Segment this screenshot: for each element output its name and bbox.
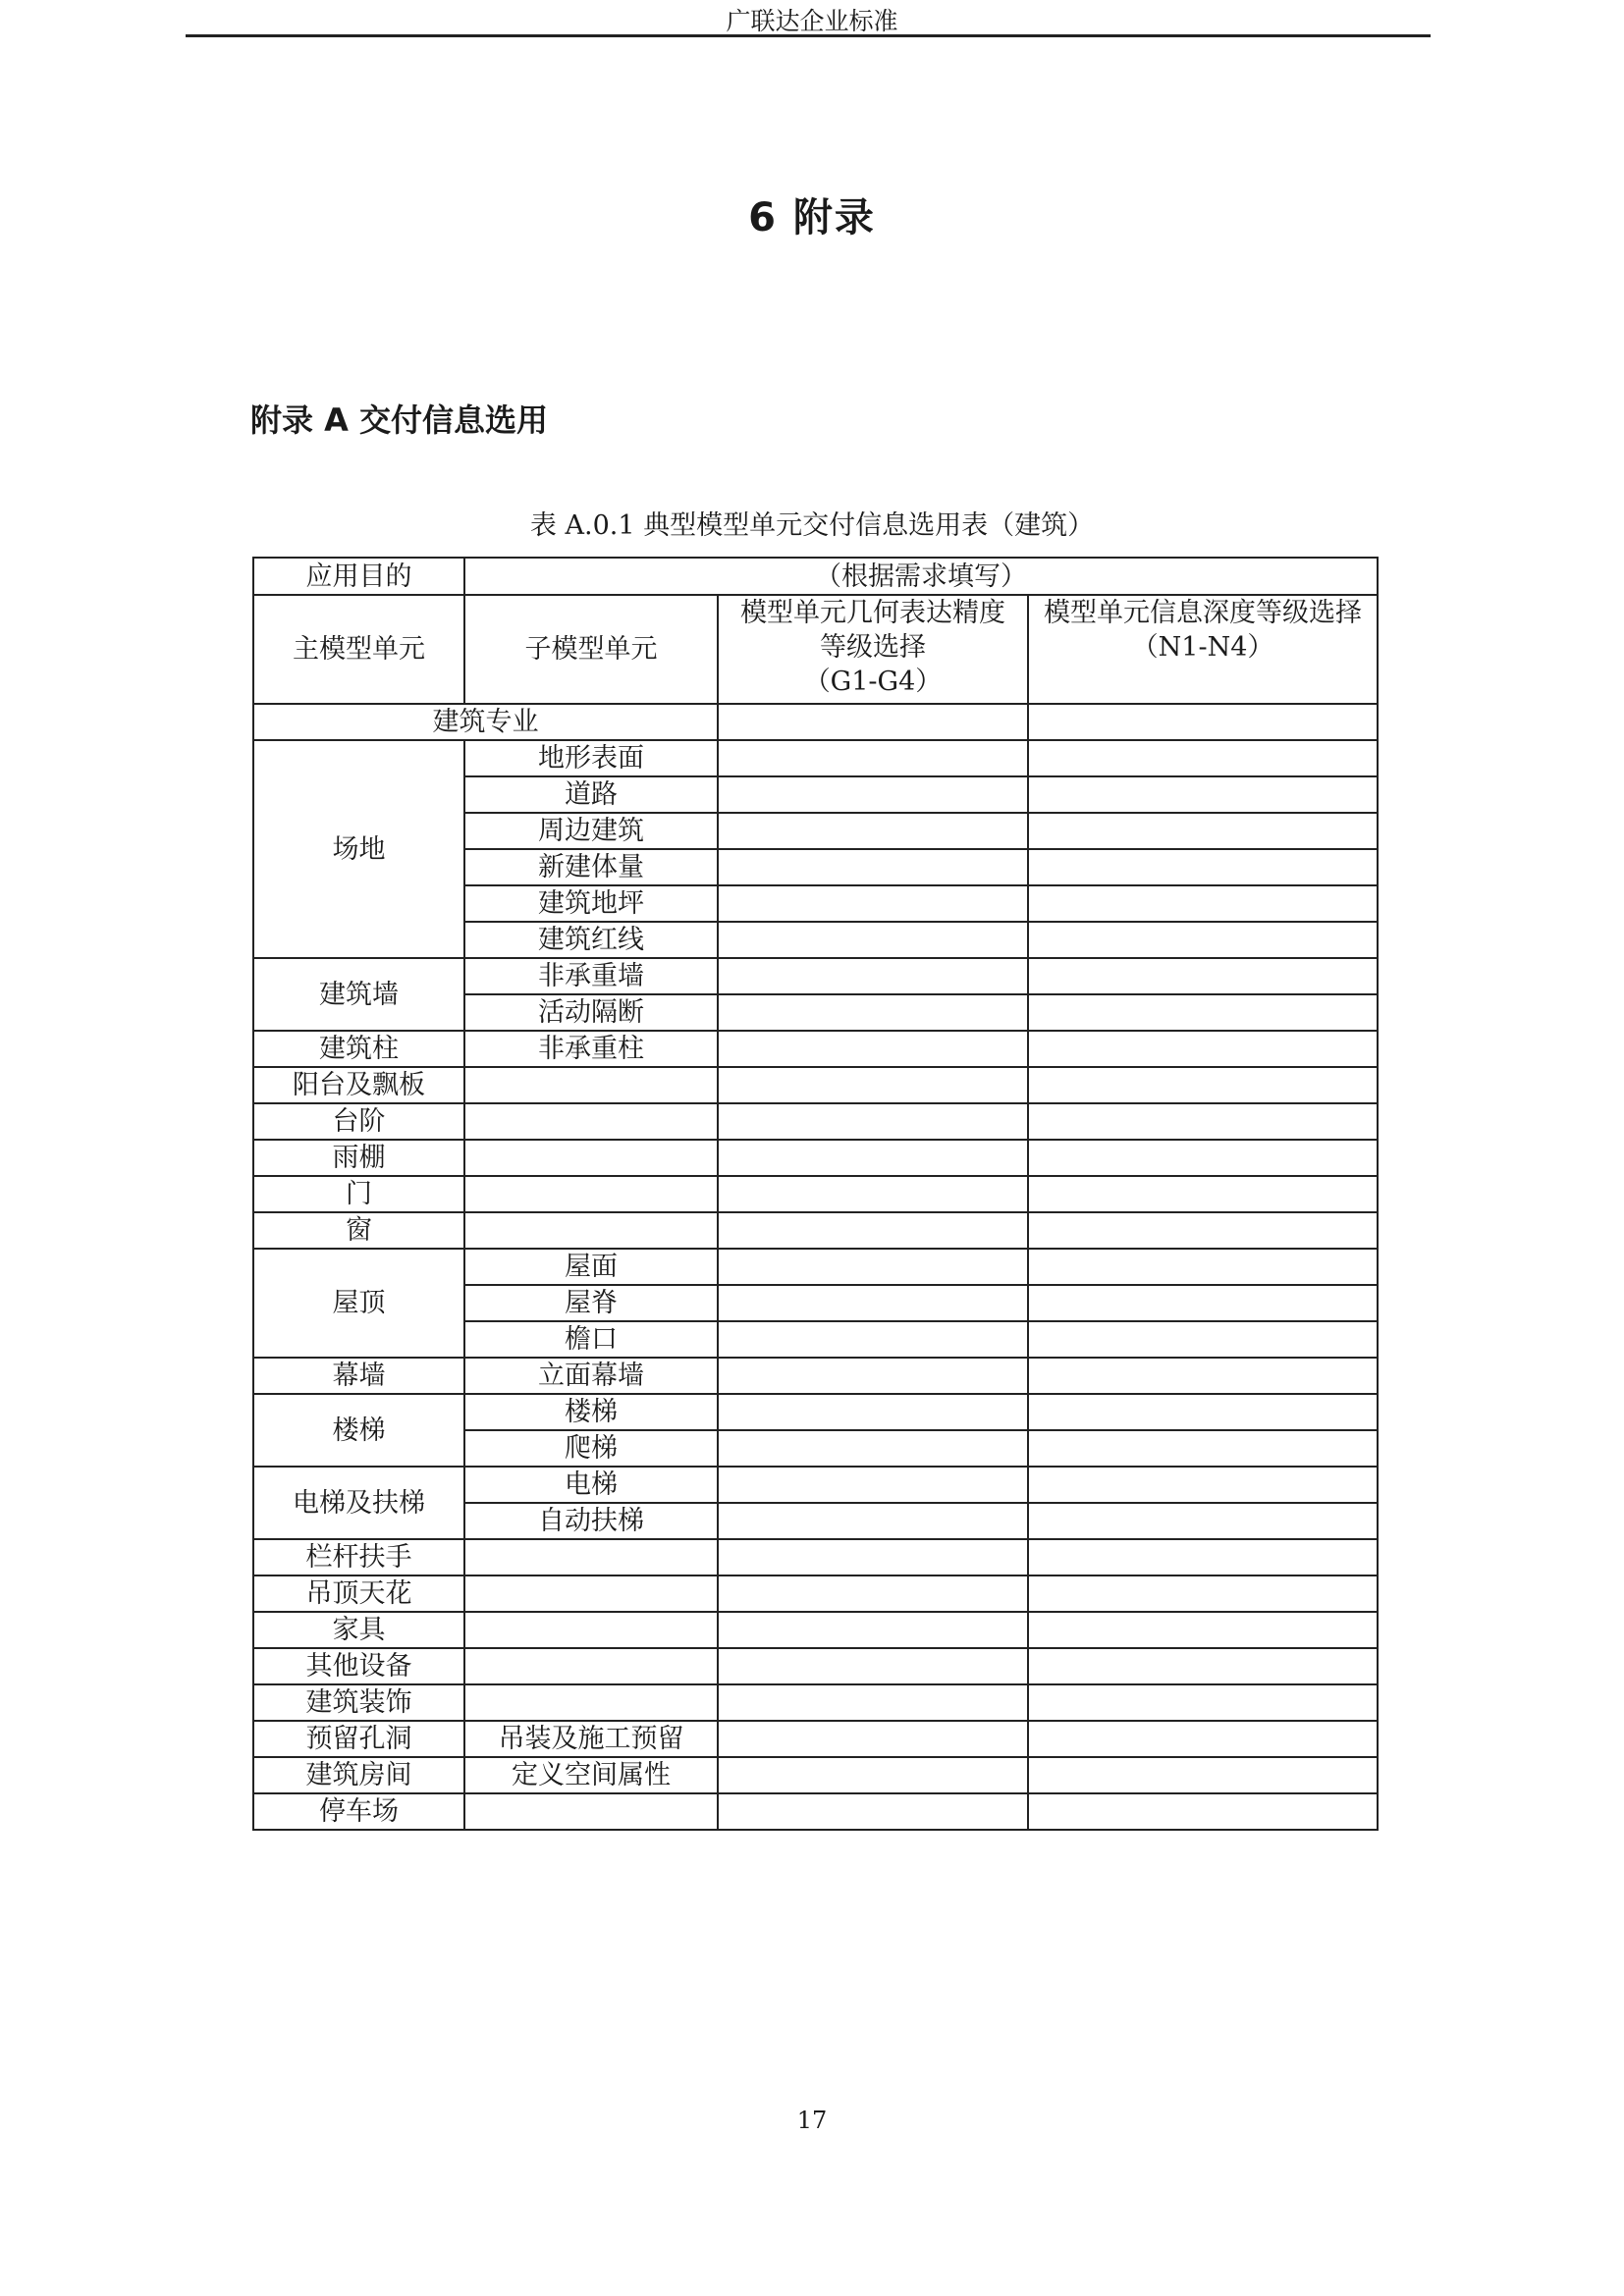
sub-unit-cell: 建筑红线 [464,922,718,958]
geometry-level-cell[interactable] [718,1793,1028,1830]
sub-unit-cell [464,1648,718,1684]
table-row [253,740,1378,776]
geometry-level-cell[interactable] [718,1394,1028,1430]
info-level-cell[interactable] [1028,1321,1378,1358]
info-level-cell[interactable] [1028,1031,1378,1067]
sub-unit-cell: 立面幕墙 [464,1358,718,1394]
info-level-cell[interactable] [1028,1285,1378,1321]
main-unit-cell: 门 [253,1176,464,1212]
sub-unit-cell [464,1684,718,1721]
info-level-cell[interactable] [1028,1612,1378,1648]
info-level-cell[interactable] [1028,922,1378,958]
table-row [253,1648,1378,1684]
geometry-level-cell[interactable] [718,1539,1028,1575]
geometry-level-cell[interactable] [718,1467,1028,1503]
geometry-level-cell[interactable] [718,1575,1028,1612]
table-row [253,1793,1378,1830]
purpose-value: （根据需求填写） [464,558,1378,595]
info-level-cell[interactable] [1028,1358,1378,1394]
info-level-cell[interactable] [1028,1467,1378,1503]
main-unit-cell: 台阶 [253,1103,464,1140]
geometry-level-cell[interactable] [718,776,1028,813]
purpose-label: 应用目的 [253,558,464,595]
table-row [253,1140,1378,1176]
main-unit-cell: 阳台及飘板 [253,1067,464,1103]
page-number: 17 [796,2107,828,2134]
geometry-level-cell[interactable] [718,849,1028,885]
header-sub-unit: 子模型单元 [464,595,718,704]
geometry-level-cell[interactable] [718,1176,1028,1212]
geometry-level-cell[interactable] [718,740,1028,776]
geometry-level-cell[interactable] [718,1612,1028,1648]
sub-unit-cell: 爬梯 [464,1430,718,1467]
delivery-info-table [252,557,1379,1831]
info-level-cell[interactable] [1028,994,1378,1031]
geometry-level-cell[interactable] [718,958,1028,994]
info-level-cell[interactable] [1028,885,1378,922]
sub-unit-cell: 建筑地坪 [464,885,718,922]
sub-unit-cell [464,1212,718,1249]
main-unit-cell: 预留孔洞 [253,1721,464,1757]
table-row [253,958,1378,994]
geometry-level-cell[interactable] [718,1503,1028,1539]
column-header-row [253,595,1378,704]
info-level-cell[interactable] [1028,776,1378,813]
geometry-level-cell[interactable] [718,1684,1028,1721]
sub-unit-cell: 地形表面 [464,740,718,776]
chapter-title: 6 附录 [748,195,876,240]
geometry-level-cell[interactable] [718,1648,1028,1684]
sub-unit-cell: 周边建筑 [464,813,718,849]
sub-unit-cell [464,1575,718,1612]
info-level-cell[interactable] [1028,1249,1378,1285]
purpose-row [253,558,1378,595]
sub-unit-cell [464,1103,718,1140]
geometry-level-cell[interactable] [718,1212,1028,1249]
geometry-level-cell[interactable] [718,1249,1028,1285]
info-level-cell[interactable] [1028,1394,1378,1430]
header-info-line2: （N1-N4） [1131,632,1274,663]
geometry-level-cell[interactable] [718,885,1028,922]
main-unit-cell: 建筑房间 [253,1757,464,1793]
main-unit-cell: 雨棚 [253,1140,464,1176]
info-level-cell[interactable] [1028,813,1378,849]
geometry-level-cell[interactable] [718,1031,1028,1067]
table-row [253,1575,1378,1612]
geometry-level-cell[interactable] [718,1757,1028,1793]
table-row [253,1394,1378,1430]
header-geometry-line2: 等级选择 [820,632,926,663]
main-unit-cell: 电梯及扶梯 [253,1467,464,1539]
sub-unit-cell: 道路 [464,776,718,813]
sub-unit-cell: 檐口 [464,1321,718,1358]
header-info-line1: 模型单元信息深度等级选择 [1044,598,1363,628]
table-row [253,1067,1378,1103]
running-header: 广联达企业标准 [726,7,898,35]
sub-unit-cell: 非承重柱 [464,1031,718,1067]
sub-unit-cell: 自动扶梯 [464,1503,718,1539]
main-unit-cell: 建筑装饰 [253,1684,464,1721]
sub-unit-cell: 活动隔断 [464,994,718,1031]
discipline-row [253,704,1378,740]
info-level-cell[interactable] [1028,1575,1378,1612]
geometry-level-cell[interactable] [718,1721,1028,1757]
info-level-cell[interactable] [1028,1684,1378,1721]
info-level-cell[interactable] [1028,704,1378,740]
table-row [253,1721,1378,1757]
header-geometry-level [718,595,1028,704]
geometry-level-cell[interactable] [718,1430,1028,1467]
info-level-cell[interactable] [1028,1103,1378,1140]
info-level-cell[interactable] [1028,958,1378,994]
geometry-level-cell[interactable] [718,1140,1028,1176]
sub-unit-cell: 定义空间属性 [464,1757,718,1793]
header-geometry-line3: （G1-G4） [803,667,943,697]
table-row [253,1031,1378,1067]
sub-unit-cell: 吊装及施工预留 [464,1721,718,1757]
main-unit-cell: 幕墙 [253,1358,464,1394]
table-row [253,1212,1378,1249]
sub-unit-cell: 电梯 [464,1467,718,1503]
sub-unit-cell [464,1140,718,1176]
main-unit-cell: 楼梯 [253,1394,464,1467]
header-rule [186,34,1431,37]
sub-unit-cell: 楼梯 [464,1394,718,1430]
sub-unit-cell: 屋面 [464,1249,718,1285]
geometry-level-cell[interactable] [718,704,1028,740]
sub-unit-cell: 非承重墙 [464,958,718,994]
main-unit-cell: 吊顶天花 [253,1575,464,1612]
discipline-label: 建筑专业 [253,704,718,740]
table-row [253,1176,1378,1212]
table-row [253,1358,1378,1394]
table-row [253,1757,1378,1793]
table-row [253,1467,1378,1503]
info-level-cell[interactable] [1028,1757,1378,1793]
info-level-cell[interactable] [1028,849,1378,885]
info-level-cell[interactable] [1028,1539,1378,1575]
header-main-unit: 主模型单元 [253,595,464,704]
sub-unit-cell: 屋脊 [464,1285,718,1321]
main-unit-cell: 建筑墙 [253,958,464,1031]
header-info-level [1028,595,1378,704]
geometry-level-cell[interactable] [718,1067,1028,1103]
info-level-cell[interactable] [1028,1067,1378,1103]
geometry-level-cell[interactable] [718,922,1028,958]
table-row [253,1103,1378,1140]
main-unit-cell: 屋顶 [253,1249,464,1358]
info-level-cell[interactable] [1028,1721,1378,1757]
info-level-cell[interactable] [1028,1140,1378,1176]
table-row [253,1249,1378,1285]
header-geometry-line1: 模型单元几何表达精度 [740,598,1005,628]
info-level-cell[interactable] [1028,1793,1378,1830]
table-row [253,1612,1378,1648]
geometry-level-cell[interactable] [718,1321,1028,1358]
main-unit-cell: 建筑柱 [253,1031,464,1067]
sub-unit-cell: 新建体量 [464,849,718,885]
table-row [253,1539,1378,1575]
geometry-level-cell[interactable] [718,1285,1028,1321]
main-unit-cell: 栏杆扶手 [253,1539,464,1575]
sub-unit-cell [464,1793,718,1830]
table-row [253,1684,1378,1721]
main-unit-cell: 其他设备 [253,1648,464,1684]
sub-unit-cell [464,1067,718,1103]
info-level-cell[interactable] [1028,1503,1378,1539]
table-caption: 表 A.0.1 典型模型单元交付信息选用表（建筑） [529,510,1095,541]
geometry-level-cell[interactable] [718,1358,1028,1394]
geometry-level-cell[interactable] [718,994,1028,1031]
main-unit-cell: 家具 [253,1612,464,1648]
appendix-title: 附录 A 交付信息选用 [250,401,549,439]
info-level-cell[interactable] [1028,1430,1378,1467]
main-unit-cell: 窗 [253,1212,464,1249]
sub-unit-cell [464,1612,718,1648]
info-level-cell[interactable] [1028,1212,1378,1249]
sub-unit-cell [464,1539,718,1575]
sub-unit-cell [464,1176,718,1212]
info-level-cell[interactable] [1028,1176,1378,1212]
main-unit-cell: 停车场 [253,1793,464,1830]
geometry-level-cell[interactable] [718,813,1028,849]
geometry-level-cell[interactable] [718,1103,1028,1140]
main-unit-cell: 场地 [253,740,464,958]
info-level-cell[interactable] [1028,1648,1378,1684]
info-level-cell[interactable] [1028,740,1378,776]
